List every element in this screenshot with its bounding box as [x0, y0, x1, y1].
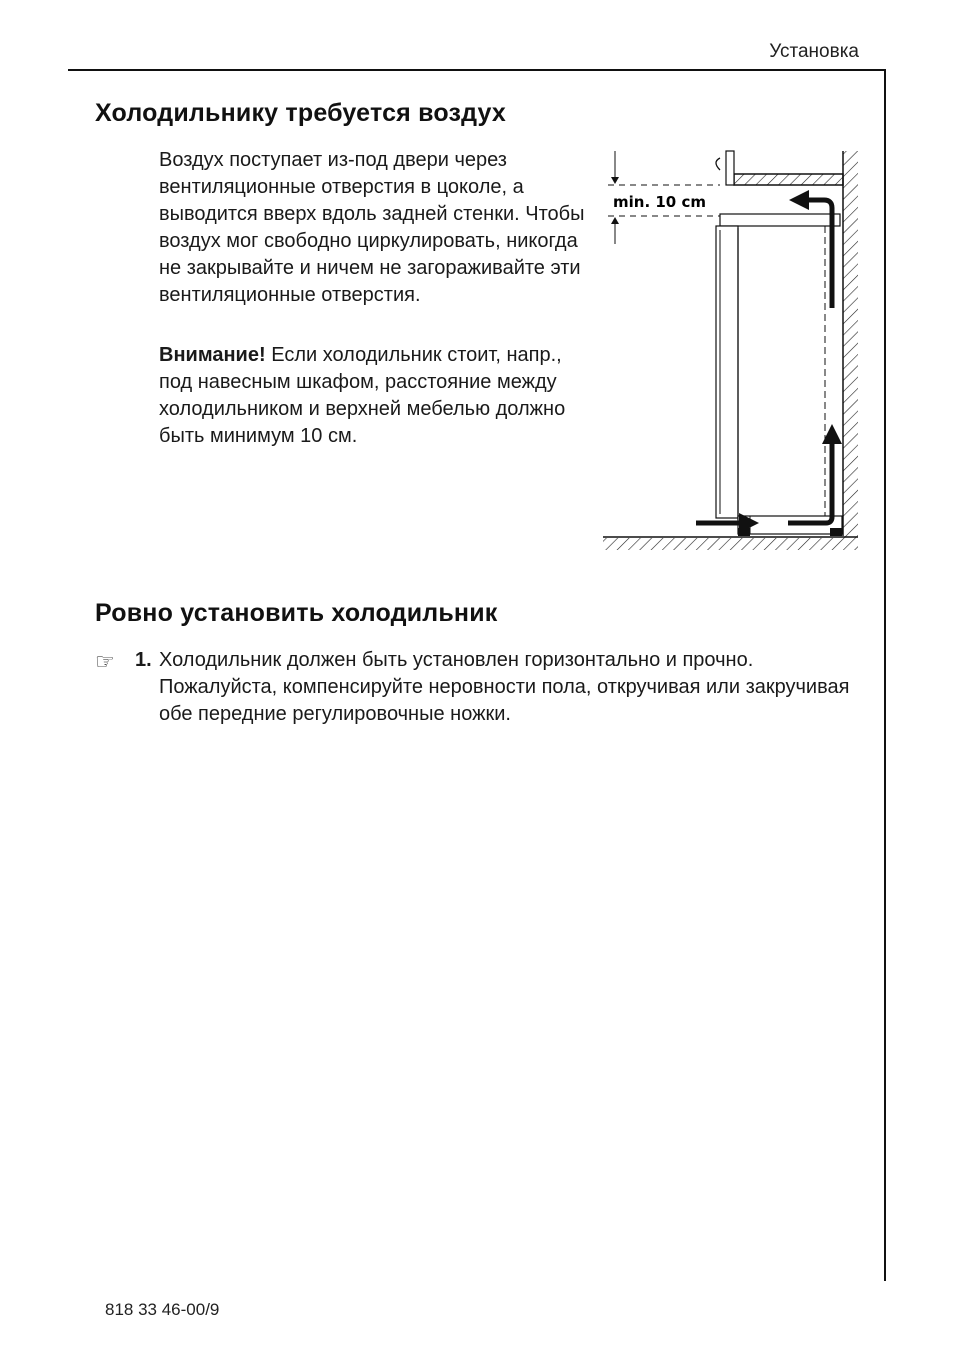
section-title-air: Холодильнику требуется воздух	[95, 99, 507, 127]
step-number: 1.	[135, 649, 152, 671]
fridge-door	[716, 226, 738, 518]
step-text: Холодильник должен быть установлен горизонтально и прочно. Пожалуйста, компенсируйте неровности пола, откручивая или закручивая обе передние регулировочные ножки.	[159, 649, 850, 725]
warning-label: Внимание!	[159, 344, 266, 366]
document-code: 818 33 46-00/9	[105, 1300, 220, 1319]
min-distance-label: min. 10 cm	[613, 193, 706, 211]
air-paragraph: Воздух поступает из-под двери через вентиляционные отверстия в цоколе, а выводится вверх вдоль задней стенки. Чтобы воздух мог свободно циркулировать, никогда не закрывайте и ничем не загораживайте эти вентиляционные отверстия.	[159, 149, 585, 306]
cabinet-handle	[716, 158, 720, 170]
fridge-top	[720, 214, 840, 226]
right-margin-rule	[884, 69, 886, 1281]
ventilation-diagram	[600, 148, 862, 553]
wall-cabinet	[734, 174, 843, 185]
section-title-level: Ровно установить холодильник	[95, 599, 498, 627]
wall-hatch	[843, 151, 858, 538]
warning-text: Если холодильник стоит, напр., под навесным шкафом, расстояние между холодильником и верхней мебелью должно быть минимум 10 см.	[159, 344, 566, 447]
section-header-label: Установка	[769, 41, 859, 62]
pointing-hand-icon: ☞	[95, 649, 115, 674]
header-rule	[68, 69, 886, 71]
warning-paragraph	[159, 342, 579, 450]
floor-hatch	[603, 538, 858, 550]
